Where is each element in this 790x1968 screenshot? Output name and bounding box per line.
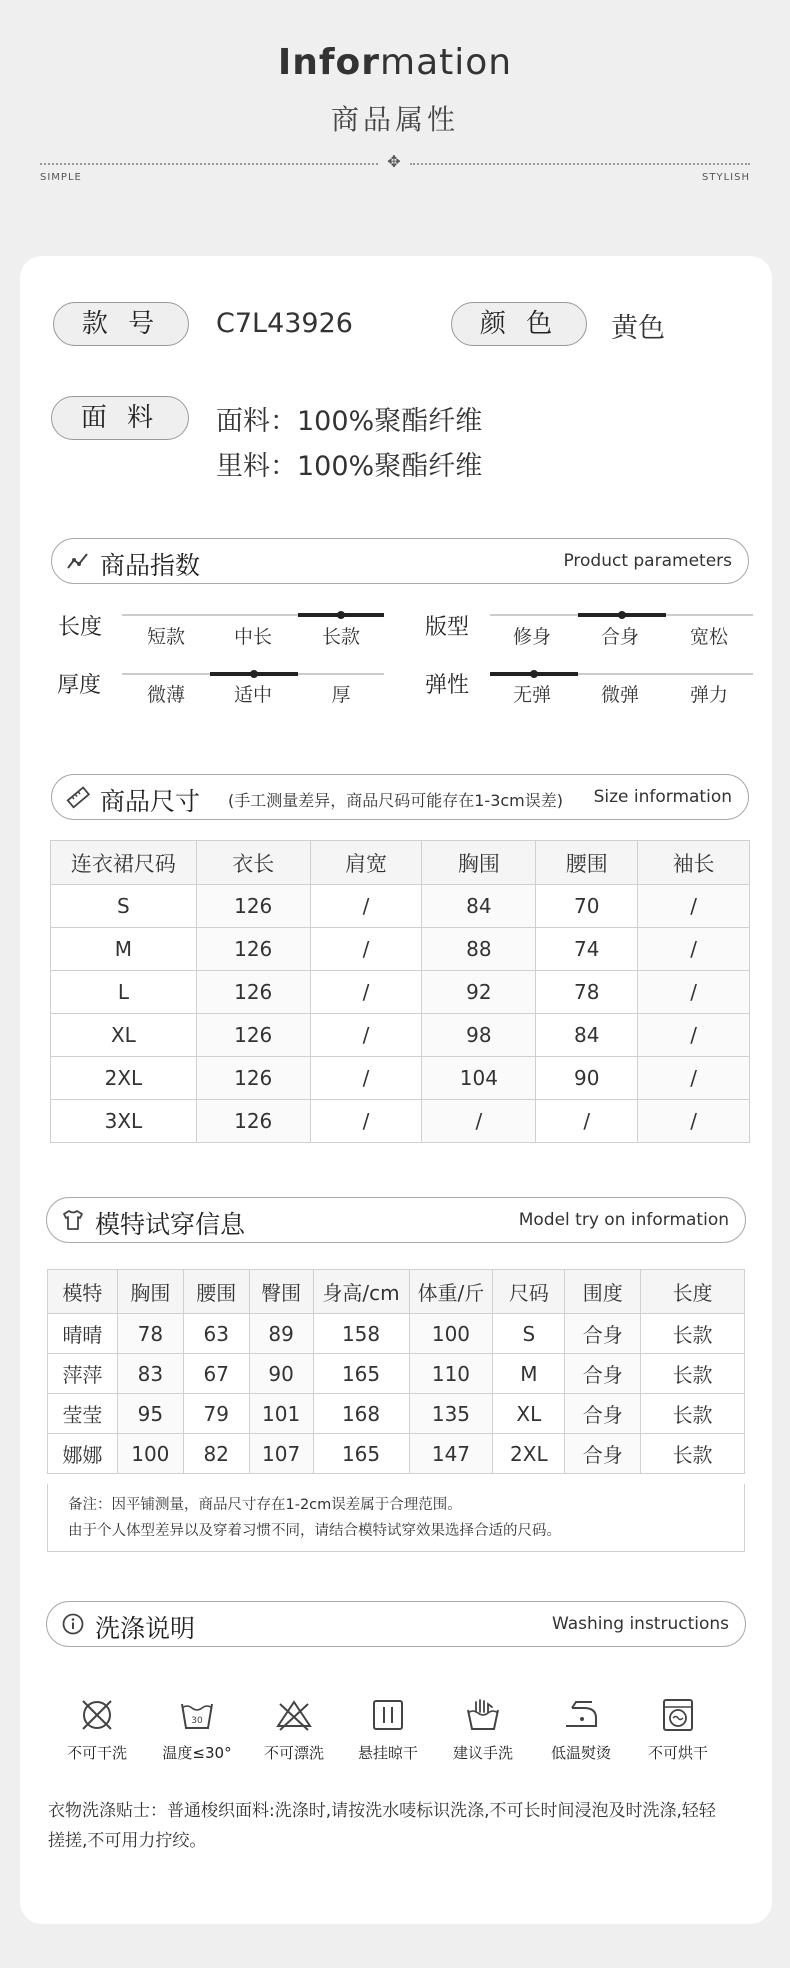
cell: 长款	[641, 1394, 745, 1434]
length-opt-2: 长款	[321, 626, 360, 648]
elasticity-label: 弹性	[425, 673, 470, 698]
cell: 娜娜	[48, 1434, 118, 1474]
wash-item-no-bleach	[249, 1696, 339, 1763]
cell: /	[310, 1100, 422, 1143]
hang-dry-icon	[369, 1696, 407, 1734]
cell: 110	[409, 1354, 493, 1394]
cell: 168	[313, 1394, 409, 1434]
model-note	[47, 1484, 745, 1552]
title-bold: Infor	[277, 42, 381, 83]
cell: L	[51, 971, 197, 1014]
params-en: Product parameters	[563, 551, 732, 571]
cell: 126	[196, 1100, 310, 1143]
trend-chart-icon	[66, 549, 90, 573]
color-value: 黄色	[611, 313, 665, 344]
fabric-label: 面 料	[51, 396, 189, 440]
cell: /	[638, 928, 750, 971]
table-row	[48, 1394, 745, 1434]
table-row	[51, 1014, 750, 1057]
cell: XL	[51, 1014, 197, 1057]
size-table	[50, 840, 750, 1143]
elasticity-selected-dot	[530, 670, 538, 678]
wash-label: 建议手洗	[452, 1744, 513, 1762]
model-col-name: 模特	[48, 1270, 118, 1314]
color-label: 颜 色	[451, 302, 587, 346]
wash-item-hand-wash	[438, 1696, 528, 1763]
thickness-opt-2: 厚	[331, 684, 351, 706]
cell: /	[638, 1014, 750, 1057]
cell: 3XL	[51, 1100, 197, 1143]
params-section-header	[51, 538, 749, 584]
cell: 89	[249, 1314, 313, 1354]
cell: 63	[183, 1314, 249, 1354]
cell: 78	[117, 1314, 183, 1354]
cell: 98	[422, 1014, 536, 1057]
cell: 合身	[565, 1394, 641, 1434]
cell: 90	[536, 1057, 638, 1100]
cell: 萍萍	[48, 1354, 118, 1394]
table-row	[51, 1057, 750, 1100]
cell: 92	[422, 971, 536, 1014]
wash-30-icon	[178, 1696, 216, 1734]
thickness-label: 厚度	[57, 673, 102, 698]
table-row	[51, 885, 750, 928]
cell: 165	[313, 1354, 409, 1394]
cell: /	[638, 1057, 750, 1100]
cell: /	[638, 971, 750, 1014]
size-note: (手工测量差异，商品尺码可能存在1-3cm误差)	[228, 791, 564, 810]
cell: /	[310, 885, 422, 928]
cell: /	[310, 1057, 422, 1100]
cell: 70	[536, 885, 638, 928]
hand-wash-icon	[464, 1696, 502, 1734]
washing-tips-line2: 搓搓,不可用力拧绞。	[48, 1831, 207, 1851]
info-icon	[61, 1612, 85, 1636]
header-divider-right	[410, 163, 750, 165]
page-subtitle: 商品属性	[330, 103, 459, 136]
cell: 84	[536, 1014, 638, 1057]
size-col-bust: 胸围	[422, 841, 536, 885]
model-note-line1: 备注：因平铺测量，商品尺寸存在1-2cm误差属于合理范围。	[68, 1497, 462, 1513]
model-col-height: 身高/cm	[313, 1270, 409, 1314]
cell: /	[310, 1014, 422, 1057]
washing-title: 洗涤说明	[95, 1614, 196, 1643]
wash-item-temp-30	[152, 1696, 242, 1763]
cell: 合身	[565, 1354, 641, 1394]
size-col-size: 连衣裙尺码	[51, 841, 197, 885]
cell: 合身	[565, 1314, 641, 1354]
thickness-opt-0: 微薄	[146, 684, 185, 706]
params-title: 商品指数	[100, 551, 201, 580]
cross-ornament-icon: ✥	[387, 152, 401, 171]
cell: /	[310, 928, 422, 971]
cell: 2XL	[493, 1434, 565, 1474]
table-row	[51, 971, 750, 1014]
cell: /	[310, 971, 422, 1014]
model-title: 模特试穿信息	[95, 1210, 246, 1239]
cell: 67	[183, 1354, 249, 1394]
wash-item-no-dry-clean	[52, 1696, 142, 1763]
cell: 长款	[641, 1314, 745, 1354]
model-table	[47, 1269, 745, 1474]
wash-label: 低温熨烫	[550, 1744, 611, 1762]
wash-label: 不可烘干	[647, 1744, 708, 1762]
model-col-length: 长度	[641, 1270, 745, 1314]
no-tumble-dry-icon	[659, 1696, 697, 1734]
wash-label: 悬挂晾干	[357, 1744, 418, 1762]
cell: 126	[196, 885, 310, 928]
tag-simple: SIMPLE	[40, 172, 82, 183]
cell: 126	[196, 1014, 310, 1057]
cell: 长款	[641, 1354, 745, 1394]
cell: 104	[422, 1057, 536, 1100]
table-row	[48, 1434, 745, 1474]
wash-label: 不可漂洗	[263, 1744, 324, 1762]
cell: /	[638, 885, 750, 928]
ruler-icon	[66, 785, 90, 809]
washing-tips-line1: 衣物洗涤贴士：普通梭织面料:洗涤时,请按洗水唛标识洗涤,不可长时间浸泡及时洗涤,轻轻	[48, 1801, 716, 1821]
cell: XL	[493, 1394, 565, 1434]
wash-item-low-iron	[536, 1696, 626, 1763]
cell: 83	[117, 1354, 183, 1394]
cell: 158	[313, 1314, 409, 1354]
model-table-header	[48, 1270, 745, 1314]
fabric-outer: 面料：100%聚酯纤维	[216, 406, 483, 437]
cell: M	[51, 928, 197, 971]
cell: 78	[536, 971, 638, 1014]
cell: 100	[409, 1314, 493, 1354]
cell: M	[493, 1354, 565, 1394]
cell: 126	[196, 1057, 310, 1100]
thickness-selected-dot	[250, 670, 258, 678]
model-col-weight: 体重/斤	[409, 1270, 493, 1314]
size-col-length: 衣长	[196, 841, 310, 885]
size-en: Size information	[593, 787, 732, 807]
wash-item-hang-dry	[343, 1696, 433, 1763]
size-title: 商品尺寸	[100, 787, 201, 816]
table-row	[48, 1354, 745, 1394]
length-selected-dot	[337, 611, 345, 619]
cell: 90	[249, 1354, 313, 1394]
size-col-sleeve: 袖长	[638, 841, 750, 885]
fit-selected-dot	[618, 611, 626, 619]
cell: 莹莹	[48, 1394, 118, 1434]
no-dry-clean-icon	[78, 1696, 116, 1734]
model-col-size: 尺码	[493, 1270, 565, 1314]
fit-opt-2: 宽松	[689, 626, 728, 648]
title-rest: mation	[380, 42, 513, 83]
washing-tips	[48, 1796, 758, 1856]
cell: /	[422, 1100, 536, 1143]
size-col-shoulder: 肩宽	[310, 841, 422, 885]
size-table-header	[51, 841, 750, 885]
cell: 74	[536, 928, 638, 971]
size-section-header	[51, 774, 749, 820]
cell: 82	[183, 1434, 249, 1474]
cell: 100	[117, 1434, 183, 1474]
page-title	[0, 42, 790, 83]
cell: 135	[409, 1394, 493, 1434]
cell: 2XL	[51, 1057, 197, 1100]
cell: S	[493, 1314, 565, 1354]
item-no-value: C7L43926	[216, 308, 353, 339]
svg-text:30: 30	[191, 1716, 203, 1726]
table-row	[48, 1314, 745, 1354]
fit-label: 版型	[425, 615, 470, 640]
cell: 126	[196, 928, 310, 971]
cell: 95	[117, 1394, 183, 1434]
cell: 165	[313, 1434, 409, 1474]
cell: 79	[183, 1394, 249, 1434]
header-divider-left	[40, 163, 378, 165]
model-col-waist: 腰围	[183, 1270, 249, 1314]
model-note-line2: 由于个人体型差异以及穿着习惯不同，请结合模特试穿效果选择合适的尺码。	[68, 1523, 561, 1539]
fabric-lining: 里料：100%聚酯纤维	[216, 451, 483, 482]
cell: /	[536, 1100, 638, 1143]
model-section-header	[46, 1197, 746, 1243]
cell: 合身	[565, 1434, 641, 1474]
cell: 长款	[641, 1434, 745, 1474]
table-row	[51, 928, 750, 971]
length-opt-0: 短款	[146, 626, 185, 648]
thickness-opt-1: 适中	[233, 684, 272, 706]
table-row	[51, 1100, 750, 1143]
fit-opt-0: 修身	[512, 626, 551, 648]
length-opt-1: 中长	[233, 626, 272, 648]
low-iron-icon	[562, 1696, 600, 1734]
cell: 147	[409, 1434, 493, 1474]
washing-en: Washing instructions	[551, 1614, 729, 1634]
model-col-fit: 围度	[565, 1270, 641, 1314]
wash-label: 温度≤30°	[162, 1744, 232, 1762]
item-no-label: 款 号	[53, 302, 189, 346]
elasticity-opt-1: 微弹	[600, 684, 639, 706]
cell: 107	[249, 1434, 313, 1474]
no-bleach-icon	[275, 1696, 313, 1734]
tshirt-icon	[61, 1208, 85, 1232]
wash-item-no-tumble-dry	[633, 1696, 723, 1763]
cell: 84	[422, 885, 536, 928]
cell: S	[51, 885, 197, 928]
cell: 88	[422, 928, 536, 971]
cell: /	[638, 1100, 750, 1143]
washing-section-header	[46, 1601, 746, 1647]
model-en: Model try on information	[518, 1210, 729, 1230]
length-label: 长度	[58, 615, 103, 640]
cell: 126	[196, 971, 310, 1014]
tag-stylish: STYLISH	[702, 172, 750, 183]
size-col-waist: 腰围	[536, 841, 638, 885]
cell: 晴晴	[48, 1314, 118, 1354]
wash-label: 不可干洗	[66, 1744, 127, 1762]
model-col-hip: 臀围	[249, 1270, 313, 1314]
elasticity-opt-2: 弹力	[689, 684, 728, 706]
model-col-bust: 胸围	[117, 1270, 183, 1314]
cell: 101	[249, 1394, 313, 1434]
fit-opt-1: 合身	[600, 626, 639, 648]
elasticity-opt-0: 无弹	[512, 684, 551, 706]
